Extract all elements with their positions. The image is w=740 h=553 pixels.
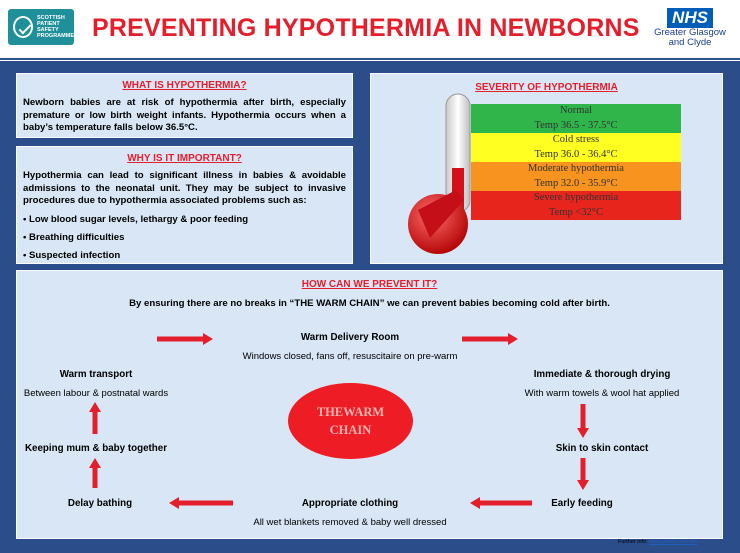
severity-temp: Temp 36.0 - 36.4°C — [534, 148, 618, 160]
nhs-org-line1: Greater Glasgow — [654, 27, 726, 38]
logo-text-line: PATIENT — [37, 21, 60, 27]
prevent-intro: By ensuring there are no breaks in “THE WARM CHAIN” we can prevent babies becoming cold after birth. — [129, 298, 610, 309]
what-heading: WHAT IS HYPOTHERMIA? — [122, 80, 247, 91]
logo-text-line: SAFETY — [37, 27, 59, 33]
step-warm-delivery-room-detail: Windows closed, fans off, resuscitaire on pre-warm — [242, 351, 458, 362]
list-item: • Breathing difficulties — [23, 231, 125, 243]
arrow-to-drying — [462, 333, 518, 345]
why-heading: WHY IS IT IMPORTANT? — [127, 153, 242, 164]
severity-temp: Temp <32°C — [548, 206, 603, 218]
severity-temp: Temp 36.5 - 37.5°C — [534, 119, 618, 131]
prevent-heading: HOW CAN WE PREVENT IT? — [301, 279, 438, 290]
step-skin-to-skin: Skin to skin contact — [555, 443, 649, 454]
severity-label: Cold stress — [552, 134, 600, 145]
footer-label: Further info: — [618, 539, 648, 545]
severity-temp: Temp 32.0 - 35.9°C — [534, 177, 618, 189]
step-warm-transport-detail: Between labour & postnatal wards — [23, 388, 169, 399]
arrow-to-delivery — [157, 333, 213, 345]
footer-note — [618, 539, 697, 545]
arrow-to-bathing — [169, 497, 233, 509]
severity-label: Severe hypothermia — [533, 192, 619, 203]
arrow-to-skin — [577, 404, 589, 438]
step-delay-bathing: Delay bathing — [67, 498, 133, 509]
nhs-org-line2: and Clyde — [668, 37, 712, 48]
arrow-to-transport — [89, 402, 101, 434]
step-appropriate-clothing-detail: All wet blankets removed & baby well dressed — [253, 517, 447, 528]
arrow-to-together — [89, 458, 101, 488]
arrow-to-feeding — [577, 458, 589, 490]
warm-chain-line2: CHAIN — [329, 423, 372, 437]
step-keeping-together: Keeping mum & baby together — [24, 443, 168, 454]
list-item: • Low blood sugar levels, lethargy & poor feeding — [23, 213, 249, 225]
severity-heading: SEVERITY OF HYPOTHERMIA — [475, 82, 618, 93]
arrow-to-clothing — [470, 497, 532, 509]
logo-text-line: PROGRAMME — [37, 33, 74, 39]
step-early-feeding: Early feeding — [551, 498, 613, 509]
step-warm-transport: Warm transport — [59, 369, 133, 380]
step-appropriate-clothing: Appropriate clothing — [301, 498, 399, 509]
severity-label: Normal — [559, 105, 593, 116]
why-body: Hypothermia can lead to significant illness in babies & avoidable admissions to the neonatal unit. They may be subject to invasive procedures due to hypothermia associated problems such as: — [23, 170, 346, 206]
warm-chain-line1: THEWARM — [316, 405, 385, 419]
footer-link[interactable]: www.ytx@x.nhs.net — [649, 539, 698, 545]
logo-text-line: SCOTTISH — [37, 15, 65, 21]
step-drying-detail: With warm towels & wool hat applied — [524, 388, 680, 399]
list-item: • Suspected infection — [23, 249, 121, 261]
step-drying: Immediate & thorough drying — [533, 369, 671, 380]
step-warm-delivery-room: Warm Delivery Room — [300, 332, 400, 343]
what-body: Newborn babies are at risk of hypothermia after birth, especially premature or low birth weight infants. Hypothermia occurs when a baby’s temperature falls below 36.5°C. — [23, 97, 346, 133]
severity-label: Moderate hypothermia — [528, 163, 624, 174]
nhs-badge: NHS — [667, 8, 713, 28]
page-title: PREVENTING HYPOTHERMIA IN NEWBORNS — [92, 14, 640, 42]
